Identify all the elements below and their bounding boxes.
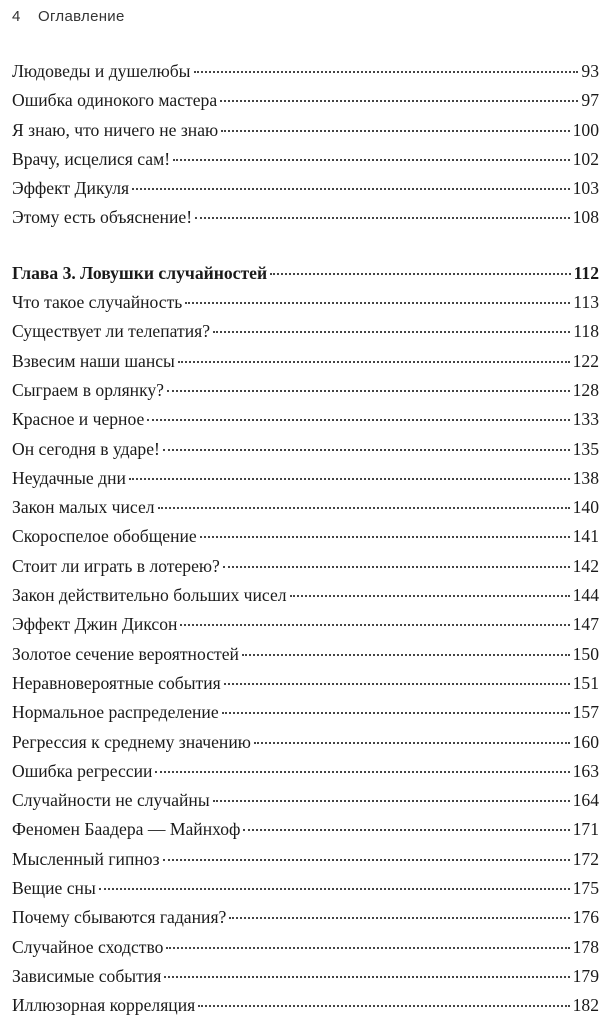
toc-entry-title: Врачу, исцелися сам!: [12, 148, 171, 169]
running-title: Оглавление: [38, 8, 125, 25]
toc-entry[interactable]: [12, 991, 599, 1020]
toc-entry-page: 144: [572, 585, 599, 606]
toc-entry-page: 172: [572, 848, 599, 869]
toc-entry-title: Регрессия к среднему значению: [12, 731, 251, 752]
page-number: 4: [12, 8, 21, 25]
toc-entry-title: Эффект Дикуля: [12, 178, 130, 199]
dot-leader: [185, 302, 570, 304]
toc-entry-page: 141: [572, 526, 599, 547]
toc-entry[interactable]: [12, 933, 599, 962]
toc-entry-title: Этому есть объяснение!: [12, 207, 193, 228]
toc-entry-page: 122: [572, 350, 599, 371]
toc-entry-title: Эффект Джин Диксон: [12, 614, 178, 635]
section-gap: [12, 233, 599, 259]
toc-entry[interactable]: [12, 962, 599, 991]
toc-entry-page: 113: [573, 292, 599, 313]
dot-leader: [270, 273, 570, 275]
toc-entry-title: Сыграем в орлянку?: [12, 379, 164, 400]
toc-entry-title: Ошибка одинокого мастера: [12, 90, 218, 111]
toc-entry-page: 128: [572, 379, 599, 400]
dot-leader: [229, 917, 569, 919]
dot-leader: [213, 800, 570, 802]
toc-entry[interactable]: [12, 698, 599, 727]
toc-entry-page: 147: [572, 614, 599, 635]
toc-entry[interactable]: [12, 522, 599, 551]
dot-leader: [200, 536, 570, 538]
toc-group-1: [12, 57, 599, 233]
toc-entry-page: 178: [572, 936, 599, 957]
toc-entry-title: Красное и черное: [12, 409, 145, 430]
toc-entry[interactable]: [12, 757, 599, 786]
dot-leader: [224, 683, 570, 685]
dot-leader: [221, 130, 569, 132]
toc-entry[interactable]: [12, 493, 599, 522]
dot-leader: [173, 159, 570, 161]
toc-entry-page: 151: [572, 672, 599, 693]
toc-entry-title: Случайности не случайны: [12, 790, 210, 811]
toc-entry-page: 108: [572, 207, 599, 228]
toc-entry-page: 138: [572, 467, 599, 488]
toc-entry[interactable]: [12, 786, 599, 815]
dot-leader: [242, 654, 570, 656]
toc-entry[interactable]: [12, 464, 599, 493]
toc-entry-page: 97: [581, 90, 599, 111]
dot-leader: [167, 390, 570, 392]
toc-entry[interactable]: [12, 376, 599, 405]
toc-entry[interactable]: [12, 174, 599, 203]
dot-leader: [220, 100, 578, 102]
toc-entry[interactable]: [12, 57, 599, 86]
dot-leader: [290, 595, 570, 597]
toc-entry-title: Зависимые события: [12, 965, 162, 986]
dot-leader: [158, 507, 570, 509]
toc-entry-title: Я знаю, что ничего не знаю: [12, 119, 219, 140]
toc-entry[interactable]: [12, 610, 599, 639]
dot-leader: [243, 829, 569, 831]
dot-leader: [166, 947, 569, 949]
dot-leader: [222, 712, 570, 714]
toc-entry-title: Почему сбываются гадания?: [12, 907, 227, 928]
toc-entry-title: Золотое сечение вероятностей: [12, 643, 239, 664]
dot-leader: [178, 361, 570, 363]
toc-entry-page: 102: [572, 148, 599, 169]
toc-entry-page: 164: [572, 790, 599, 811]
toc-entry[interactable]: [12, 581, 599, 610]
toc-entry[interactable]: [12, 669, 599, 698]
table-of-contents: [12, 57, 599, 1021]
toc-entry[interactable]: [12, 288, 599, 317]
toc-entry[interactable]: [12, 552, 599, 581]
toc-entry-title: Неравновероятные события: [12, 672, 221, 693]
toc-entry-page: 100: [572, 119, 599, 140]
dot-leader: [223, 566, 570, 568]
toc-entry-title: Он сегодня в ударе!: [12, 438, 160, 459]
dot-leader: [254, 742, 570, 744]
toc-entry-title: Что такое случайность: [12, 292, 183, 313]
dot-leader: [213, 331, 570, 333]
toc-entry-title: Случайное сходство: [12, 936, 164, 957]
toc-entry-page: 135: [572, 438, 599, 459]
toc-entry[interactable]: [12, 405, 599, 434]
toc-entry[interactable]: [12, 203, 599, 232]
dot-leader: [195, 217, 570, 219]
dot-leader: [194, 71, 579, 73]
toc-entry-title: Стоит ли играть в лотерею?: [12, 555, 220, 576]
toc-entry-page: 175: [572, 878, 599, 899]
dot-leader: [198, 1005, 569, 1007]
dot-leader: [147, 419, 569, 421]
page-header: [12, 8, 125, 25]
toc-entry-page: 112: [573, 262, 599, 283]
toc-entry[interactable]: [12, 640, 599, 669]
toc-entry[interactable]: [12, 728, 599, 757]
toc-entry-title: Ошибка регрессии: [12, 760, 153, 781]
toc-entry[interactable]: [12, 145, 599, 174]
toc-entry-title: Существует ли телепатия?: [12, 321, 211, 342]
toc-entry[interactable]: [12, 815, 599, 844]
toc-entry-title: Глава 3. Ловушки случайностей: [12, 262, 268, 283]
dot-leader: [164, 976, 569, 978]
toc-entry-title: Мысленный гипноз: [12, 848, 160, 869]
toc-entry-page: 93: [581, 61, 599, 81]
toc-entry-title: Взвесим наши шансы: [12, 350, 175, 371]
toc-entry-title: Нормальное распределение: [12, 702, 219, 723]
toc-entry[interactable]: [12, 86, 599, 115]
toc-entry-title: Вещие сны: [12, 878, 96, 899]
toc-chapter-heading[interactable]: [12, 259, 599, 288]
toc-entry[interactable]: [12, 116, 599, 145]
toc-entry[interactable]: [12, 435, 599, 464]
toc-entry-title: Феномен Баадера — Майнхоф: [12, 819, 241, 840]
toc-entry-title: Закон действительно больших чисел: [12, 585, 287, 606]
toc-entry[interactable]: [12, 874, 599, 903]
toc-entry-page: 103: [572, 178, 599, 199]
dot-leader: [180, 624, 569, 626]
dot-leader: [155, 771, 569, 773]
toc-group-2: [12, 288, 599, 1020]
toc-entry-page: 142: [572, 555, 599, 576]
toc-entry-page: 140: [572, 497, 599, 518]
toc-entry-page: 118: [573, 321, 599, 342]
dot-leader: [99, 888, 570, 890]
toc-entry-page: 133: [572, 409, 599, 430]
toc-entry-page: 179: [572, 965, 599, 986]
toc-entry-page: 150: [572, 643, 599, 664]
dot-leader: [163, 859, 570, 861]
dot-leader: [163, 449, 570, 451]
toc-entry-title: Людоведы и душелюбы: [12, 61, 191, 81]
toc-entry-page: 182: [572, 995, 599, 1016]
toc-entry-title: Неудачные дни: [12, 467, 126, 488]
toc-entry[interactable]: [12, 317, 599, 346]
toc-entry[interactable]: [12, 845, 599, 874]
toc-entry-page: 176: [572, 907, 599, 928]
toc-entry[interactable]: [12, 903, 599, 932]
toc-entry-page: 171: [572, 819, 599, 840]
toc-entry[interactable]: [12, 347, 599, 376]
dot-leader: [129, 478, 570, 480]
toc-entry-title: Иллюзорная корреляция: [12, 995, 196, 1016]
toc-entry-title: Скороспелое обобщение: [12, 526, 197, 547]
toc-entry-page: 163: [572, 760, 599, 781]
toc-entry-page: 157: [572, 702, 599, 723]
toc-entry-title: Закон малых чисел: [12, 497, 155, 518]
dot-leader: [132, 188, 569, 190]
toc-entry-page: 160: [572, 731, 599, 752]
